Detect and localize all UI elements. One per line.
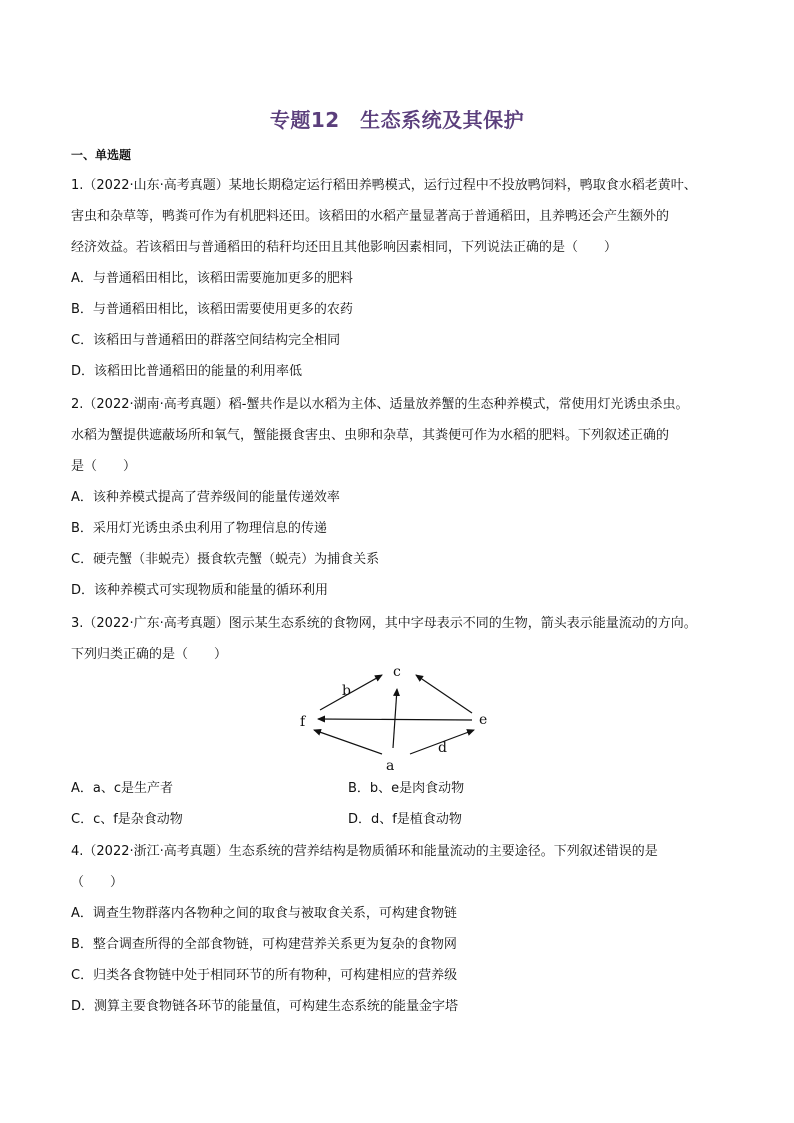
node-c-label: c [393, 664, 401, 680]
q2-option-d: D．该种养模式可实现物质和能量的循环利用 [71, 583, 329, 598]
q2-stem-line-3: 是（ ） [71, 459, 137, 474]
q3-stem-line-1: 3.（2022·广东·高考真题）图示某生态系统的食物网，其中字母表示不同的生物，箭头表示能量流动的方向。 [71, 616, 697, 631]
q2-option-c: C．硬壳蟹（非蜕壳）摄食软壳蟹（蜕壳）为捕食关系 [71, 552, 380, 567]
q2-option-b: B．采用灯光诱虫杀虫利用了物理信息的传递 [71, 521, 327, 536]
q1-option-b: B．与普通稻田相比，该稻田需要使用更多的农药 [71, 302, 353, 317]
node-d-label: d [438, 740, 447, 756]
q1-stem-line-3: 经济效益。若该稻田与普通稻田的秸秆均还田且其他影响因素相同，下列说法正确的是（ ） [71, 240, 618, 255]
arrow-a-to-f [314, 730, 382, 754]
q1-stem-line-2: 害虫和杂草等，鸭粪可作为有机肥料还田。该稻田的水稻产量显著高于普通稻田，且养鸭还会产生额外的 [71, 209, 670, 224]
page-title: 专题12 生态系统及其保护 [269, 108, 525, 132]
q4-stem-line-2: （ ） [71, 875, 124, 890]
q1-option-a: A．与普通稻田相比，该稻田需要施加更多的肥料 [71, 271, 353, 286]
node-e-label: e [479, 712, 488, 728]
q3-option-b: B．b、e是肉食动物 [348, 781, 465, 796]
arrow-e-to-c [416, 675, 472, 713]
q1-option-c: C．该稻田与普通稻田的群落空间结构完全相同 [71, 333, 341, 348]
arrow-a-to-c [393, 689, 397, 748]
food-web-diagram [290, 660, 510, 775]
arrow-f-to-c [320, 675, 382, 710]
node-a-label: a [386, 758, 395, 774]
node-b-label: b [342, 683, 351, 699]
q1-option-d: D．该稻田比普通稻田的能量的利用率低 [71, 364, 303, 379]
q4-option-c: C．归类各食物链中处于相同环节的所有物种，可构建相应的营养级 [71, 968, 458, 983]
q1-stem-line-1: 1.（2022·山东·高考真题）某地长期稳定运行稻田养鸭模式，运行过程中不投放鸭饲料，鸭取食水稻老黄叶、 [71, 178, 697, 193]
q2-option-a: A．该种养模式提高了营养级间的能量传递效率 [71, 490, 340, 505]
section-heading: 一、单选题 [71, 148, 132, 162]
q3-option-c: C．c、f是杂食动物 [71, 812, 183, 827]
q4-option-b: B．整合调查所得的全部食物链，可构建营养关系更为复杂的食物网 [71, 937, 457, 952]
q4-option-d: D．测算主要食物链各环节的能量值，可构建生态系统的能量金字塔 [71, 999, 459, 1014]
q2-stem-line-1: 2.（2022·湖南·高考真题）稻-蟹共作是以水稻为主体、适量放养蟹的生态种养模式，常使用灯光诱虫杀虫。 [71, 397, 689, 412]
q4-option-a: A．调查生物群落内各物种之间的取食与被取食关系，可构建食物链 [71, 906, 457, 921]
q3-option-a: A．a、c是生产者 [71, 781, 174, 796]
node-f-label: f [300, 714, 306, 730]
q3-option-d: D．d、f是植食动物 [348, 812, 462, 827]
q2-stem-line-2: 水稻为蟹提供遮蔽场所和氧气，蟹能摄食害虫、虫卵和杂草，其粪便可作为水稻的肥料。下列叙述正确的 [71, 428, 670, 443]
q4-stem-line-1: 4.（2022·浙江·高考真题）生态系统的营养结构是物质循环和能量流动的主要途径。下列叙述错误的是 [71, 844, 658, 859]
q3-stem-line-2: 下列归类正确的是（ ） [71, 647, 228, 662]
